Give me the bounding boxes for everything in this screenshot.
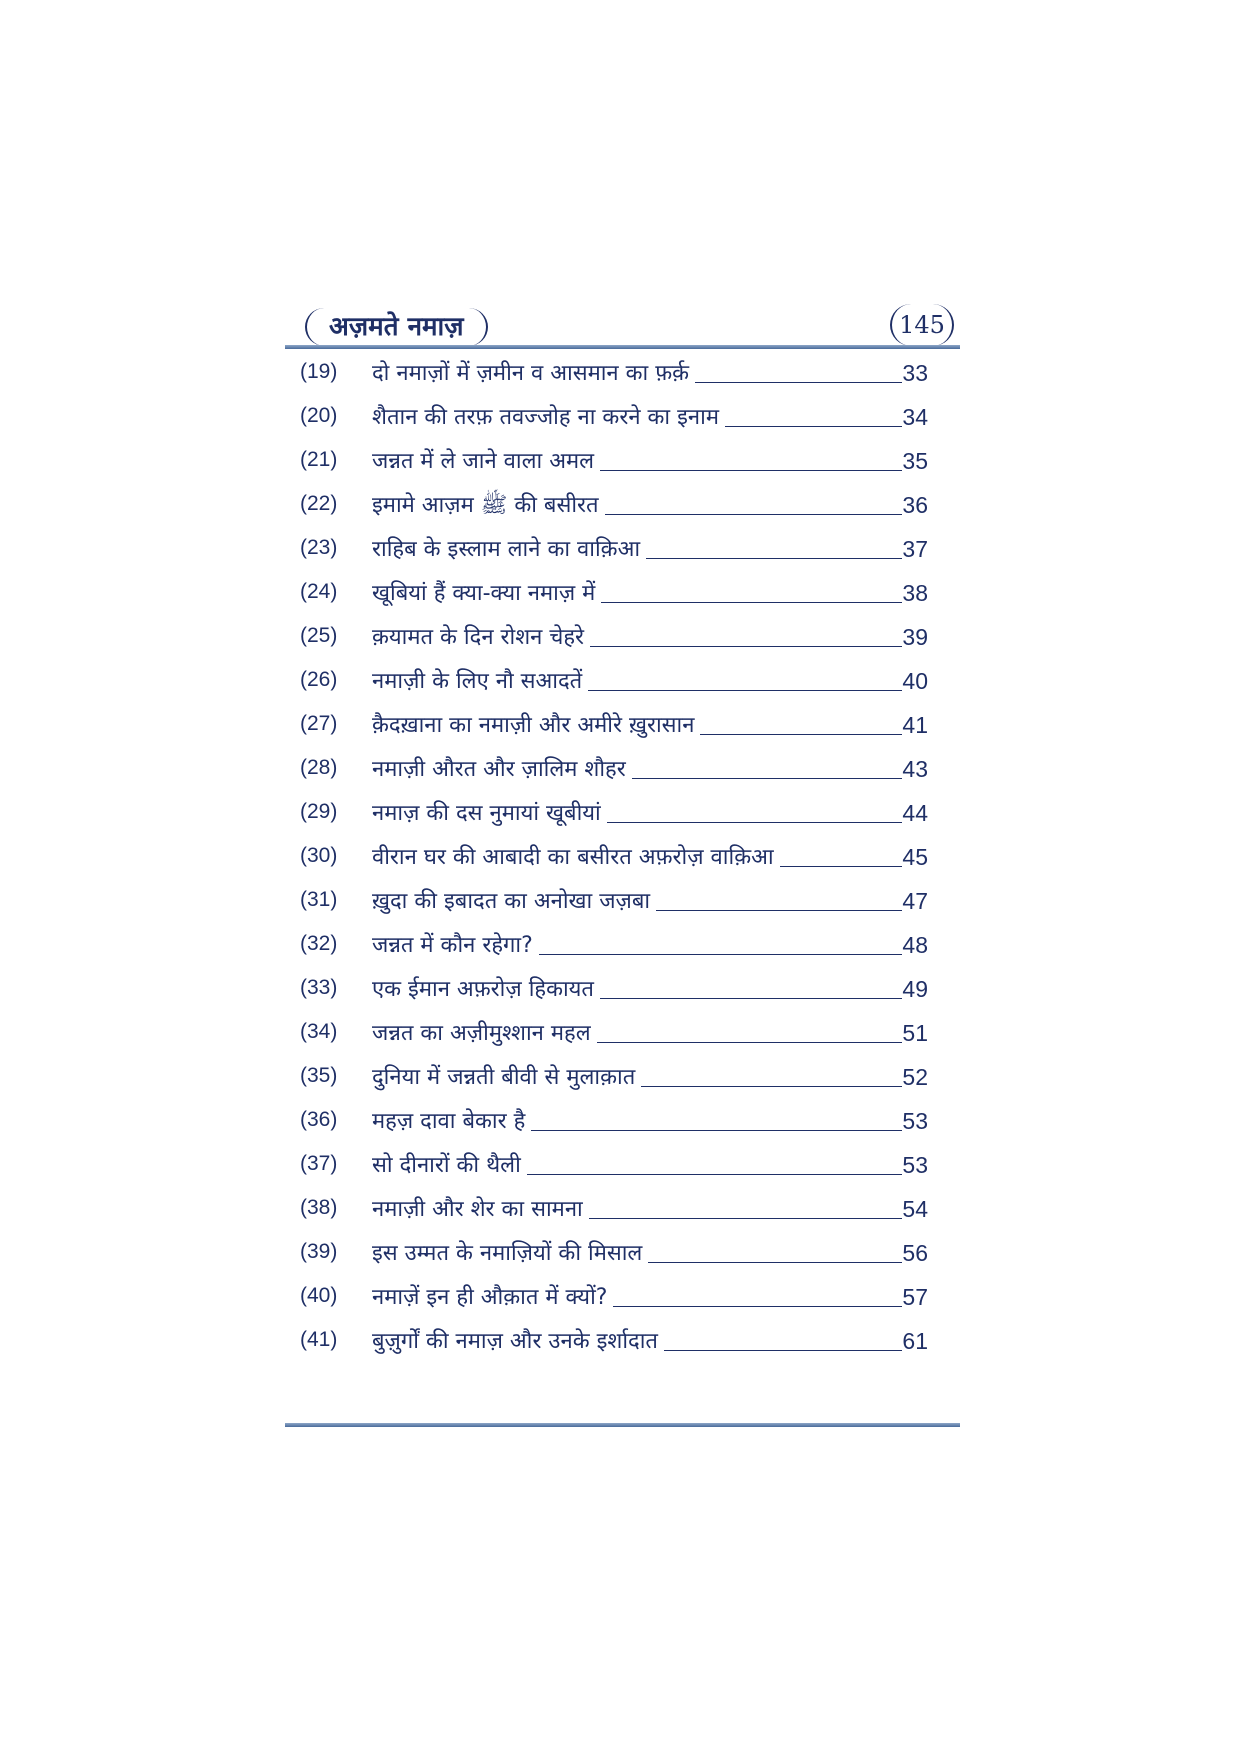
toc-entry-number: (22): [300, 492, 338, 515]
toc-entry-page: 36: [902, 492, 928, 518]
toc-leader-line: [527, 1174, 902, 1175]
toc-entry-title: जन्नत में ले जाने वाला अमल: [372, 449, 595, 474]
toc-entry-page: 41: [902, 712, 928, 738]
toc-entry-title: इमामे आज़म ﷺ की बसीरत: [372, 493, 599, 518]
toc-entry-number: (28): [300, 756, 338, 779]
toc-entry-line: [372, 396, 902, 436]
toc-entry-number: (27): [300, 712, 338, 735]
toc-entry-page: 34: [902, 404, 928, 430]
toc-entry: [300, 352, 930, 396]
toc-entry-title: सो दीनारों की थैली: [372, 1153, 521, 1178]
toc-entry-line: [372, 352, 902, 392]
toc-entry-line: [372, 1100, 902, 1140]
toc-leader-line: [632, 778, 902, 779]
toc-entry-page: 40: [902, 668, 928, 694]
toc-entry-page: 53: [902, 1152, 928, 1178]
toc-entry: [300, 484, 930, 528]
toc-entry-title: नमाज़ की दस नुमायां खूबीयां: [372, 801, 601, 826]
toc-entry: [300, 440, 930, 484]
toc-entry-title: दो नमाज़ों में ज़मीन व आसमान का फ़र्क़: [372, 361, 690, 386]
toc-entry-page: 53: [902, 1108, 928, 1134]
toc-entry-line: [372, 704, 902, 744]
toc-entry-line: [372, 968, 902, 1008]
toc-entry-number: (24): [300, 580, 338, 603]
toc-entry-title: नमाज़ें इन ही औक़ात में क्यों?: [372, 1285, 608, 1310]
toc-entry-title: शैतान की तरफ़ तवज्जोह ना करने का इनाम: [372, 405, 719, 430]
toc-entry-title: दुनिया में जन्नती बीवी से मुलाक़ात: [372, 1065, 636, 1090]
toc-entry: [300, 1276, 930, 1320]
toc-entry-line: [372, 440, 902, 480]
toc-entry-number: (38): [300, 1196, 338, 1219]
toc-entry-page: 39: [902, 624, 928, 650]
toc-entry: [300, 748, 930, 792]
toc-entry: [300, 880, 930, 924]
toc-entry-line: [372, 660, 902, 700]
toc-entry-line: [372, 1276, 902, 1316]
toc-entry-line: [372, 1056, 902, 1096]
toc-entry-page: 38: [902, 580, 928, 606]
toc-entry-title: जन्नत का अज़ीमुश्शान महल: [372, 1021, 591, 1046]
toc-entry-page: 48: [902, 932, 928, 958]
toc-entry-page: 56: [902, 1240, 928, 1266]
toc-entry-title: बुज़ुर्गों की नमाज़ और उनके इर्शादात: [372, 1329, 658, 1354]
toc-entry-page: 61: [902, 1328, 928, 1354]
toc-entry: [300, 660, 930, 704]
toc-leader-line: [648, 1262, 902, 1263]
toc-entry: [300, 616, 930, 660]
toc-entry: [300, 572, 930, 616]
toc-entry: [300, 968, 930, 1012]
toc-entry-title: क़ैदख़ाना का नमाज़ी और अमीरे ख़ुरासान: [372, 713, 695, 738]
toc-leader-line: [664, 1350, 902, 1351]
toc-entry-page: 47: [902, 888, 928, 914]
toc-entry: [300, 528, 930, 572]
toc-entry-title: नमाज़ी के लिए नौ सआदतें: [372, 669, 583, 694]
toc-leader-line: [605, 514, 902, 515]
toc-entry-page: 57: [902, 1284, 928, 1310]
toc-entry-line: [372, 1320, 902, 1360]
toc-entry-page: 51: [902, 1020, 928, 1046]
toc-leader-line: [590, 646, 902, 647]
toc-leader-line: [589, 1218, 902, 1219]
toc-entry-page: 43: [902, 756, 928, 782]
toc-entry-title: एक ईमान अफ़रोज़ हिकायत: [372, 977, 594, 1002]
toc-entry-number: (33): [300, 976, 338, 999]
toc-leader-line: [613, 1306, 902, 1307]
toc-entry-line: [372, 924, 902, 964]
toc-leader-line: [646, 558, 902, 559]
toc-entry-title: वीरान घर की आबादी का बसीरत अफ़रोज़ वाक़िआ: [372, 845, 774, 870]
toc-leader-line: [725, 426, 902, 427]
toc-entry-line: [372, 484, 902, 524]
toc-entry: [300, 704, 930, 748]
book-title: अज़मते नमाज़: [305, 308, 488, 346]
toc-leader-line: [641, 1086, 902, 1087]
toc-leader-line: [656, 910, 902, 911]
header-divider: [285, 345, 960, 349]
toc-entry: [300, 1320, 930, 1364]
toc-entry-number: (20): [300, 404, 338, 427]
toc-entry-number: (29): [300, 800, 338, 823]
toc-entry: [300, 1232, 930, 1276]
toc-entry-number: (37): [300, 1152, 338, 1175]
toc-entry-number: (32): [300, 932, 338, 955]
toc-leader-line: [607, 822, 902, 823]
toc-entry-title: ख़ुदा की इबादत का अनोखा जज़बा: [372, 889, 651, 914]
toc-entry: [300, 1188, 930, 1232]
toc-entry-number: (25): [300, 624, 338, 647]
toc-entry-title: क़यामत के दिन रोशन चेहरे: [372, 625, 585, 650]
page-header: [285, 300, 965, 348]
toc-entry-title: इस उम्मत के नमाज़ियों की मिसाल: [372, 1241, 643, 1266]
toc-entry-title: नमाज़ी औरत और ज़ालिम शौहर: [372, 757, 626, 782]
toc-entry-number: (23): [300, 536, 338, 559]
toc-entry-title: जन्नत में कौन रहेगा?: [372, 933, 533, 958]
toc-leader-line: [531, 1130, 902, 1131]
toc-entry-number: (31): [300, 888, 338, 911]
toc-entry-title: महज़ दावा बेकार है: [372, 1109, 526, 1134]
toc-entry-number: (21): [300, 448, 338, 471]
toc-entry: [300, 836, 930, 880]
toc-entry-number: (26): [300, 668, 338, 691]
toc-entry-title: नमाज़ी और शेर का सामना: [372, 1197, 583, 1222]
toc-entry-page: 37: [902, 536, 928, 562]
toc-entry: [300, 396, 930, 440]
toc-leader-line: [597, 1042, 902, 1043]
toc-entry-line: [372, 616, 902, 656]
toc-entry-line: [372, 836, 902, 876]
page-number: 145: [890, 304, 954, 346]
toc-entry-line: [372, 1144, 902, 1184]
toc-entry-page: 44: [902, 800, 928, 826]
toc-entry-number: (30): [300, 844, 338, 867]
toc-entry-line: [372, 880, 902, 920]
toc-entry: [300, 924, 930, 968]
toc-entry: [300, 1056, 930, 1100]
toc-entry-page: 49: [902, 976, 928, 1002]
toc-entry-number: (36): [300, 1108, 338, 1131]
toc-entry-page: 33: [902, 360, 928, 386]
toc-entry-line: [372, 1232, 902, 1272]
toc-leader-line: [700, 734, 902, 735]
toc-leader-line: [588, 690, 902, 691]
toc-entry-number: (34): [300, 1020, 338, 1043]
toc-entry-number: (41): [300, 1328, 338, 1351]
toc-entry-page: 35: [902, 448, 928, 474]
toc-entry-title: खूबियां हैं क्या-क्या नमाज़ में: [372, 581, 596, 606]
toc-leader-line: [600, 470, 902, 471]
table-of-contents: [300, 352, 930, 1364]
toc-leader-line: [695, 382, 902, 383]
toc-entry-line: [372, 1012, 902, 1052]
toc-entry: [300, 1012, 930, 1056]
toc-entry-line: [372, 748, 902, 788]
toc-entry-page: 45: [902, 844, 928, 870]
toc-entry-line: [372, 572, 902, 612]
toc-leader-line: [539, 954, 902, 955]
toc-entry-number: (40): [300, 1284, 338, 1307]
toc-entry-page: 52: [902, 1064, 928, 1090]
toc-entry-line: [372, 528, 902, 568]
toc-entry-line: [372, 1188, 902, 1228]
toc-entry-number: (19): [300, 360, 338, 383]
toc-entry-line: [372, 792, 902, 832]
toc-entry: [300, 1144, 930, 1188]
toc-entry-number: (39): [300, 1240, 338, 1263]
toc-entry-page: 54: [902, 1196, 928, 1222]
toc-entry: [300, 1100, 930, 1144]
toc-leader-line: [601, 602, 902, 603]
toc-entry-number: (35): [300, 1064, 338, 1087]
toc-leader-line: [600, 998, 902, 999]
toc-entry-title: राहिब के इस्लाम लाने का वाक़िआ: [372, 537, 641, 562]
toc-entry: [300, 792, 930, 836]
toc-leader-line: [780, 866, 902, 867]
footer-divider: [285, 1423, 960, 1427]
